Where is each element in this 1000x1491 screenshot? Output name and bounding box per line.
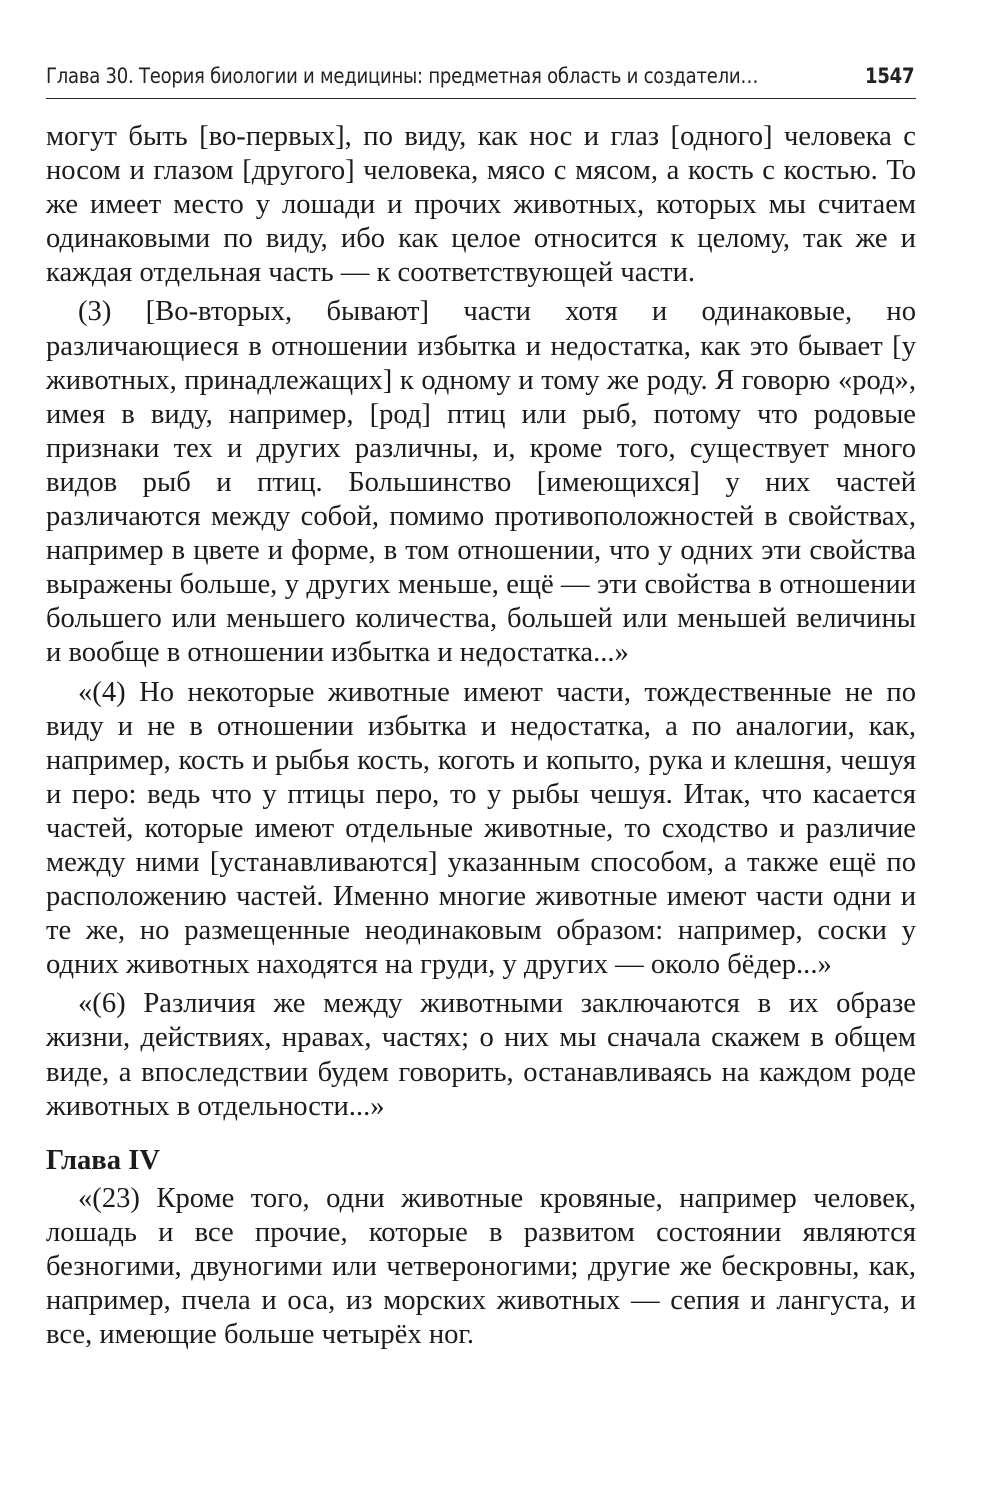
- paragraph-continuation: могут быть [во-первых], по виду, как нос и глаз [одного] человека с носом и глазом [другого] человека, мясо с мясом, а кость с костью. То же имеет место у лошади и прочих животных, которых мы считаем одинаковыми по виду, ибо как целое относится к целому, так же и каждая отдельная часть — к соответствующей части.: [46, 121, 916, 289]
- paragraph-6: «(6) Различия же между животными заключаются в их образе жизни, действиях, нравах, частях; о них мы сначала скажем в общем виде, а впоследствии будем говорить, останавливаясь на каждом роде животных в отдельности...»: [46, 988, 916, 1122]
- page-number: 1547: [864, 64, 914, 88]
- paragraph-23: «(23) Кроме того, одни животные кровяные, например человек, лошадь и все прочие, которые в развитом состоянии являются безногими, двуногими или четвероногими; другие же бескровны, как, например, пчела и оса, из морских животных — сепия и лангуста, и все, имеющие больше четырёх ног.: [46, 1182, 916, 1351]
- chapter-heading: Глава IV: [46, 1144, 160, 1176]
- paragraph-4: «(4) Но некоторые животные имеют части, тождественные не по виду и не в отношении избытка и недостатка, а по аналогии, как, например, кость и рыбья кость, коготь и копыто, рука и клешня, чешуя и перо: ведь что у птицы перо, то у рыбы чешуя. Итак, что касается частей, которые имеют отдельные животные, то сходство и различие между ними [устанавливаются] указанным способом, а также ещё по расположению частей. Именно многие животные имеют части одни и те же, но размещенные неодинаковым образом: например, соски у одних животных находятся на груди, у других — около бёдер...»: [46, 676, 916, 981]
- body-text: [46, 120, 916, 1352]
- paragraph-3: (3) [Во-вторых, бывают] части хотя и одинаковые, но различающиеся в отношении избытка и недостатка, как это бывает [у животных, принадлежащих] к одному и тому же роду. Я говорю «род», имея в виду, например, [род] птиц или рыб, потому что родовые признаки тех и других различны, и, кроме того, существует много видов рыб и птиц. Большинство [имеющихся] у них частей различаются между собой, помимо противоположностей в свойствах, например в цвете и форме, в том отношении, что у одних эти свойства выражены больше, у других меньше, ещё — эти свойства в отношении большего или меньшего количества, большей или меньшей величины и вообще в отношении избытка и недостатка...»: [46, 296, 916, 669]
- running-header: [46, 56, 916, 99]
- running-title: Глава 30. Теория биологии и медицины: предметная область и создатели…: [46, 64, 759, 88]
